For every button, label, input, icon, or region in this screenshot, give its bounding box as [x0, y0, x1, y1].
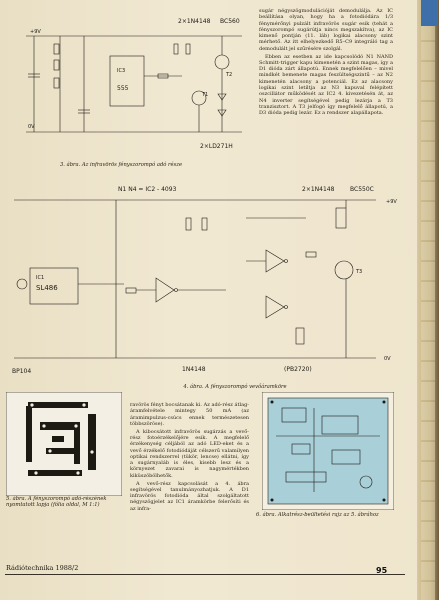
- text-column-top-right: [259, 8, 393, 118]
- text-column-middle: [130, 402, 249, 514]
- figure-3-schematic: [14, 14, 254, 164]
- paragraph-2: Ebben az esetben az ide kapcsolódó N1 NAND Schmitt-trigger kapu kimenetén a szint magas, így a D1 dióda zárt állapotú. Ennek megfelelően – mivel mindkét bemenete magas feszültségszintű – az N2 kimenetén alacsony a potenciál. Ez az alacsony logikai szint letiltja az N3 kapuval felépített oszcillátor működését az IC2 4. kivezetésén át, az N4 inverter segítségével pedig lezárja a T3 tranzisztort. A T3 jelfogó így megfelelő állapotú, a D3 dióda pedig lezár. Ez a rendszer alapállapota.: [259, 53, 393, 117]
- fig3-label-555: 555: [117, 85, 129, 92]
- footer-rule: [5, 574, 405, 575]
- figure-4-caption: 4. ábra. A fényszorompó vevőáramköre: [183, 384, 287, 390]
- fig4-label-bc550c: BC550C: [350, 186, 374, 193]
- fig3-label-0v: 0V: [28, 124, 35, 130]
- fig3-label-plus9v: +9V: [30, 29, 41, 35]
- footer-publication: Rádiótechnika 1988/2: [6, 564, 79, 572]
- fig3-label-diodes: 2×1N4148: [178, 18, 211, 25]
- fig4-label-plus9v: +9V: [386, 199, 397, 205]
- fig4-label-0v: 0V: [384, 356, 391, 362]
- paragraph-3: ravörös fényt bocsátanak ki. Az adó-rész átlag-áramfelvétele mintegy 50 mA (az áramimpulzus-csúcs ennek természetesen többszöröse).: [130, 402, 249, 427]
- fig4-label-t3: T3: [356, 269, 363, 275]
- paragraph-4: A kibocsátott infravörös sugárzás a vevő-rész fotoérzékelőjére esik. A megfelelő érzékenység céljából az adó LED-eket és a vevő érzékelő fotodiódáját célszerű valamilyen optikai rendszerrel (tükör, lencse) ellátni, így a sugárnyaláb is éles, kisebb lesz és a környezet zavarai is nagymértékben kiküszöbölhetők.: [130, 428, 249, 479]
- figure-4-schematic: [6, 178, 404, 378]
- fig4-label-sl486: SL486: [36, 284, 58, 292]
- figure-6-caption: 6. ábra. Alkatrész-beültetési rajz az 5. ábrához: [256, 512, 379, 518]
- paragraph-1: sugár négyszögmodulációját demodulálja. Az IC beállítása olyan, hogy ha a fotodiódára 1/3 fénymérőnyi pulzált infravörös sugár esik (tehát a fényszorompó sugárútja nincs megszakítva), az IC kimenő pontján (11. láb) logikai alacsony szint mérhető. Az itt elhelyezkedő R5–C9 integráló tag a demodulált jel szűrésére szolgál.: [259, 8, 393, 52]
- fig4-label-bp104: BP104: [12, 368, 32, 375]
- fig3-label-ld271h: 2×LD271H: [200, 143, 233, 150]
- fig3-label-ic3: IC3: [117, 68, 126, 74]
- fig4-label-ic1: IC1: [36, 275, 45, 281]
- paragraph-5: A vevő-rész kapcsolását a 4. ábra segítségével tanulmányozhatjuk. A D1 infravörös fotodióda által szolgáltatott négyszögjelet az IC1 áramkörbe felerősíti és az infra-: [130, 480, 249, 512]
- page-number: 95: [376, 566, 388, 575]
- fig4-label-diodes: 2×1N4148: [302, 186, 335, 193]
- fig4-label-ic2: N1 N4 = IC2 - 4093: [118, 186, 177, 193]
- fig3-label-t2: T2: [226, 72, 233, 78]
- figure-5-pcb-image: [6, 392, 122, 496]
- text-column-bottom-right: [262, 532, 392, 534]
- figure-6-pcb-image: [262, 392, 394, 510]
- fig4-label-1n4148: 1N4148: [182, 366, 206, 373]
- fig3-label-t1: T1: [202, 92, 209, 98]
- blue-page-tab: [421, 0, 437, 26]
- fig4-label-pb2720: (PB2720): [284, 366, 312, 373]
- figure-3-caption: 3. ábra. Az infravörös fényszorompó adó része: [60, 162, 183, 168]
- figure-5-caption: 5. ábra. A fényszorompó adó-részének nyomtatott lapja (fólia oldal, M 1:1): [6, 496, 107, 509]
- fig3-label-bc560: BC560: [220, 18, 240, 25]
- page-edge-texture: [421, 0, 435, 600]
